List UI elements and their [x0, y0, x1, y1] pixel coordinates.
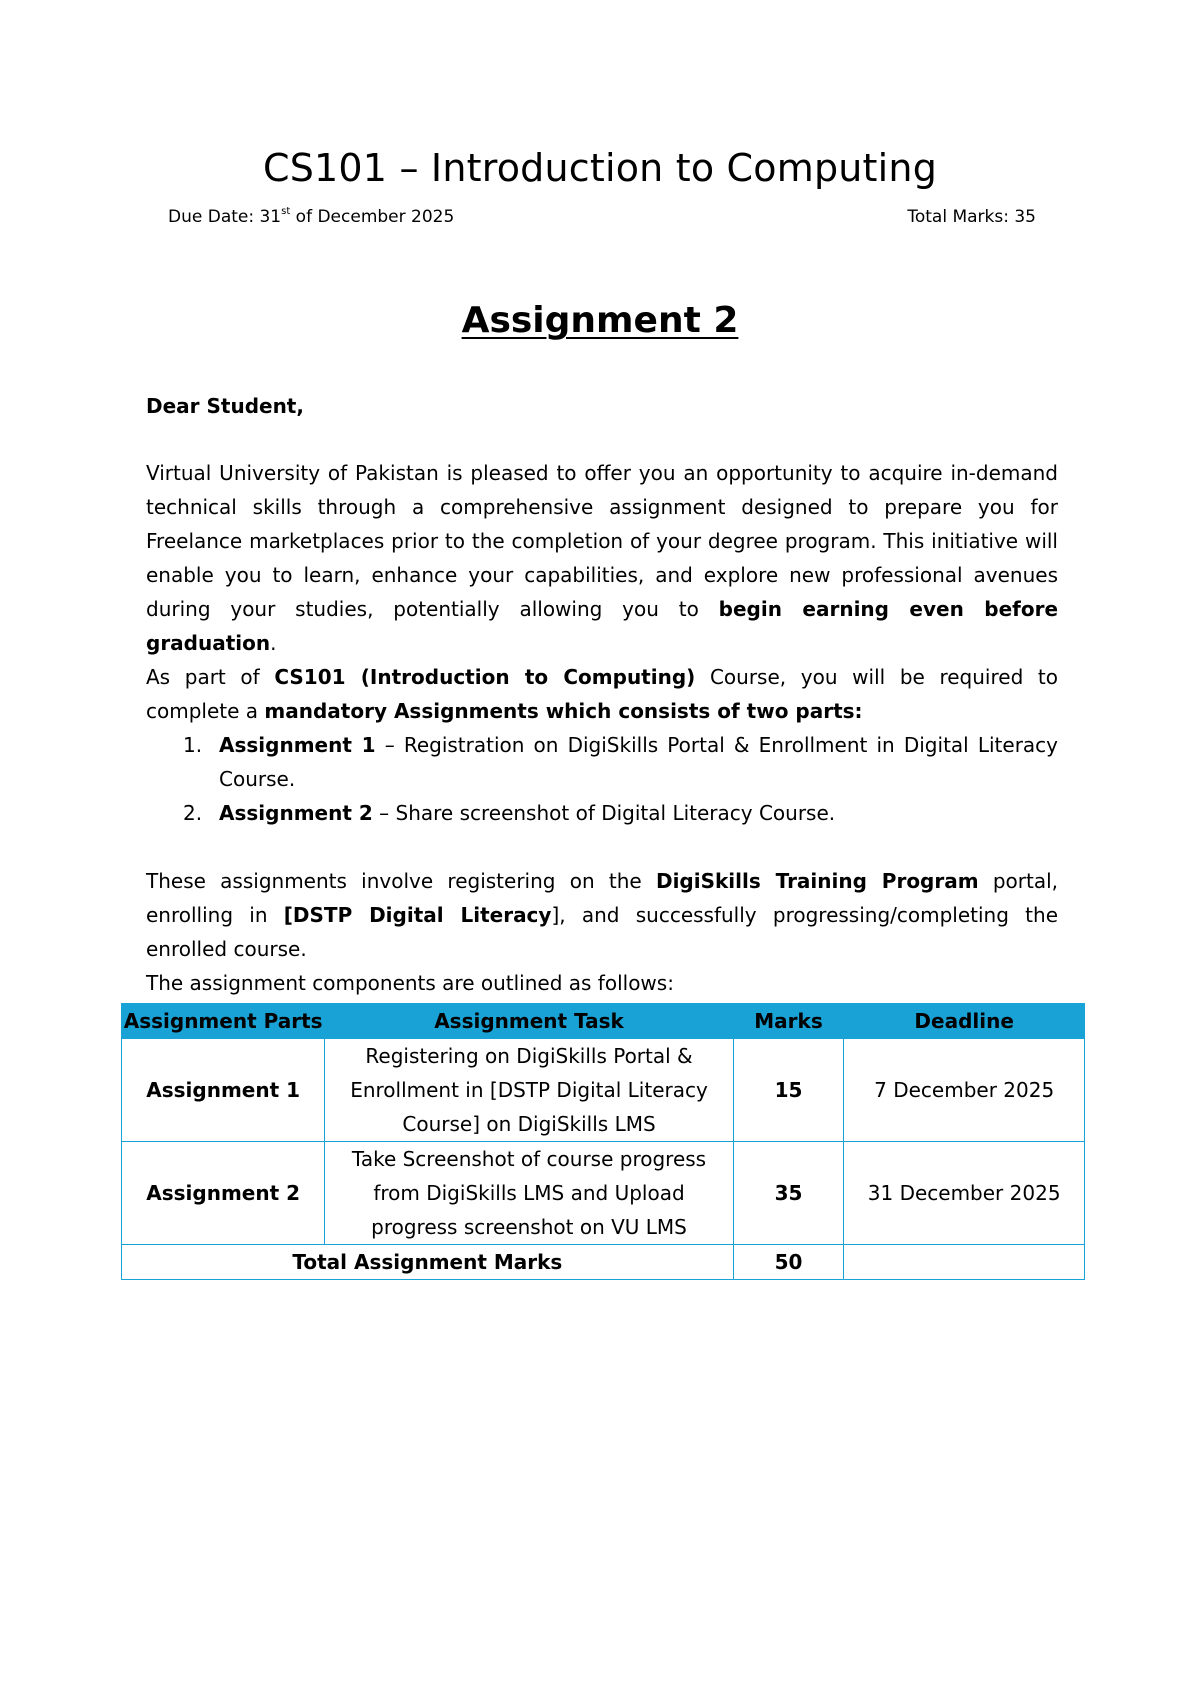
deadline-cell: 7 December 2025 [844, 1039, 1085, 1142]
table-total-row [122, 1245, 1085, 1280]
table-row [122, 1142, 1085, 1245]
total-marks: Total Marks: 35 [907, 207, 1036, 227]
assignment-table [121, 1003, 1085, 1280]
list-item: 1. Assignment 1 – Registration on DigiSkills Portal & Enrollment in Digital Literacy Course. [183, 733, 1059, 791]
part-cell: Assignment 2 [122, 1142, 325, 1245]
components-intro: The assignment components are outlined as follows: [146, 971, 674, 995]
header-parts: Assignment Parts [122, 1004, 325, 1039]
table-header-row [122, 1004, 1085, 1039]
part-cell: Assignment 1 [122, 1039, 325, 1142]
deadline-cell: 31 December 2025 [844, 1142, 1085, 1245]
empty-cell [844, 1245, 1085, 1280]
header-marks: Marks [733, 1004, 844, 1039]
marks-cell: 15 [733, 1039, 844, 1142]
assignment-heading: Assignment 2 [461, 300, 739, 341]
intro-paragraph: Virtual University of Pakistan is pleased to offer you an opportunity to acquire in-demand technical skills through a comprehensive assignment designed to prepare you for Freelance marketplaces prior to the completion of your degree program. This initiative will enable you to learn, enhance your capabilities, and explore new professional avenues during your studies, potentially allowing you to begin earning even before graduation. [146, 461, 1059, 655]
total-marks-value: 50 [733, 1245, 844, 1280]
course-paragraph: As part of CS101 (Introduction to Computing) Course, you will be required to complete a mandatory Assignments which consists of two parts: [146, 665, 1058, 723]
parts-list [146, 728, 1058, 830]
list-item: 2. Assignment 2 – Share screenshot of Digital Literacy Course. [183, 801, 836, 825]
marks-cell: 35 [733, 1142, 844, 1245]
total-label: Total Assignment Marks [122, 1245, 734, 1280]
course-title: CS101 – Introduction to Computing [262, 146, 938, 190]
header-deadline: Deadline [844, 1004, 1085, 1039]
header-task: Assignment Task [325, 1004, 733, 1039]
meta-row [168, 205, 1036, 229]
salutation: Dear Student, [146, 394, 304, 418]
due-date: Due Date: 31st of December 2025 [168, 206, 455, 227]
table-row [122, 1039, 1085, 1142]
task-cell: Take Screenshot of course progress from DigiSkills LMS and Upload progress screenshot on VU LMS [325, 1142, 733, 1245]
registration-paragraph: These assignments involve registering on the DigiSkills Training Program portal, enrolling in [DSTP Digital Literacy], and successfully progressing/completing the enrolled course. [146, 869, 1058, 961]
task-cell: Registering on DigiSkills Portal & Enrollment in [DSTP Digital Literacy Course] on DigiSkills LMS [325, 1039, 733, 1142]
